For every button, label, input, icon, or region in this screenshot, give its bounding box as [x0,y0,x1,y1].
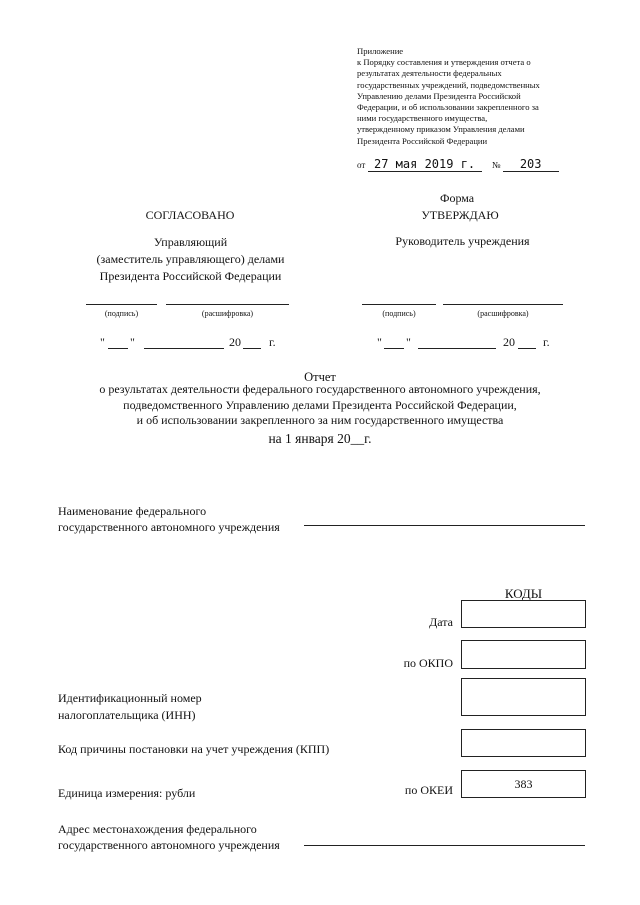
agreed-year-prefix: 20 [229,335,241,349]
order-number-label: № [491,160,501,170]
approve-year-suffix: г. [543,335,550,349]
okpo-label: по ОКПО [403,656,453,670]
inn-code-box[interactable] [461,678,586,716]
approve-signature-line[interactable] [362,304,436,305]
approve-decode-line[interactable] [443,304,563,305]
address-label-line: Адрес местонахождения федерального [58,822,257,836]
okei-label: по ОКЕИ [404,783,453,797]
appendix-line: результатах деятельности федеральных [357,68,502,79]
approve-date-quote-close: " [406,335,411,349]
report-subtitle [0,382,640,429]
appendix-line: Президента Российской Федерации [357,135,488,146]
inn-label [58,690,202,724]
agreed-decode-line[interactable] [166,304,289,305]
agreed-decode-caption: (расшифровка) [201,309,254,318]
approve-decode-caption: (расшифровка) [477,309,529,318]
name-label [58,503,280,535]
address-label-line: государственного автономного учреждения [58,838,280,852]
date-label: Дата [429,615,453,629]
report-line: и об использовании закрепленного за ним государственного имущества [136,413,504,427]
agreed-role-line: Президента Российской Федерации [99,269,282,283]
order-from-label: от [357,160,366,170]
agreed-title: СОГЛАСОВАНО [145,208,235,222]
appendix-line: Приложение [357,46,404,56]
inn-label-line: налогоплательщика (ИНН) [58,708,196,722]
address-label [58,821,280,853]
approve-date-quote-open: " [377,335,382,349]
appendix-block [357,46,572,147]
name-label-line: государственного автономного учреждения [58,520,280,534]
appendix-line: ними государственного имущества, [357,113,488,124]
approve-year-line[interactable] [518,348,536,349]
order-date-value: 27 мая 2019 г. [368,157,482,172]
approve-month-line[interactable] [418,348,496,349]
date-code-box[interactable] [461,600,586,628]
report-heading: Отчет [304,370,336,384]
form-label: Форма [440,191,475,205]
order-date-row [357,157,572,172]
approve-title: УТВЕРЖДАЮ [421,208,499,222]
approve-year-prefix: 20 [503,335,515,349]
name-input-line[interactable] [304,525,585,526]
approve-day-line[interactable] [384,348,404,349]
okei-code-box[interactable]: 383 [461,770,586,798]
order-number-value: 203 [503,157,559,172]
appendix-line: к Порядку составления и утверждения отчета о [357,57,531,68]
agreed-day-line[interactable] [108,348,128,349]
agreed-role [78,234,303,285]
agreed-date-quote-close: " [130,335,135,349]
inn-label-line: Идентификационный номер [58,691,202,705]
approve-sign-caption: (подпись) [382,309,416,318]
report-line: подведомственного Управлению делами Президента Российской Федерации, [123,397,517,412]
agreed-sign-caption: (подпись) [104,309,139,318]
appendix-line: Управлению делами Президента Российской [357,90,521,101]
okpo-code-box[interactable] [461,640,586,669]
appendix-line: Федерации, и об использовании закрепленного за [357,102,539,113]
agreed-role-line: Управляющий [153,235,228,249]
unit-label: Единица измерения: рубли [58,786,196,800]
appendix-line: утвержденному приказом Управления делами [357,124,525,135]
agreed-role-line: (заместитель управляющего) делами [96,252,285,266]
codes-header: КОДЫ [504,586,543,601]
kpp-code-box[interactable] [461,729,586,757]
agreed-signature-line[interactable] [86,304,157,305]
address-input-line[interactable] [304,845,585,846]
report-as-of: на 1 января 20__г. [268,431,372,446]
name-label-line: Наименование федерального [58,504,207,518]
kpp-label: Код причины постановки на учет учреждения (КПП) [58,742,330,756]
agreed-year-suffix: г. [269,335,276,349]
agreed-month-line[interactable] [144,348,224,349]
report-line: о результатах деятельности федерального государственного автономного учреждения, [99,382,541,396]
agreed-year-line[interactable] [243,348,261,349]
appendix-line: государственных учреждений, подведомственных [357,79,540,90]
approve-role: Руководитель учреждения [395,234,530,248]
agreed-date-quote-open: " [100,335,105,349]
